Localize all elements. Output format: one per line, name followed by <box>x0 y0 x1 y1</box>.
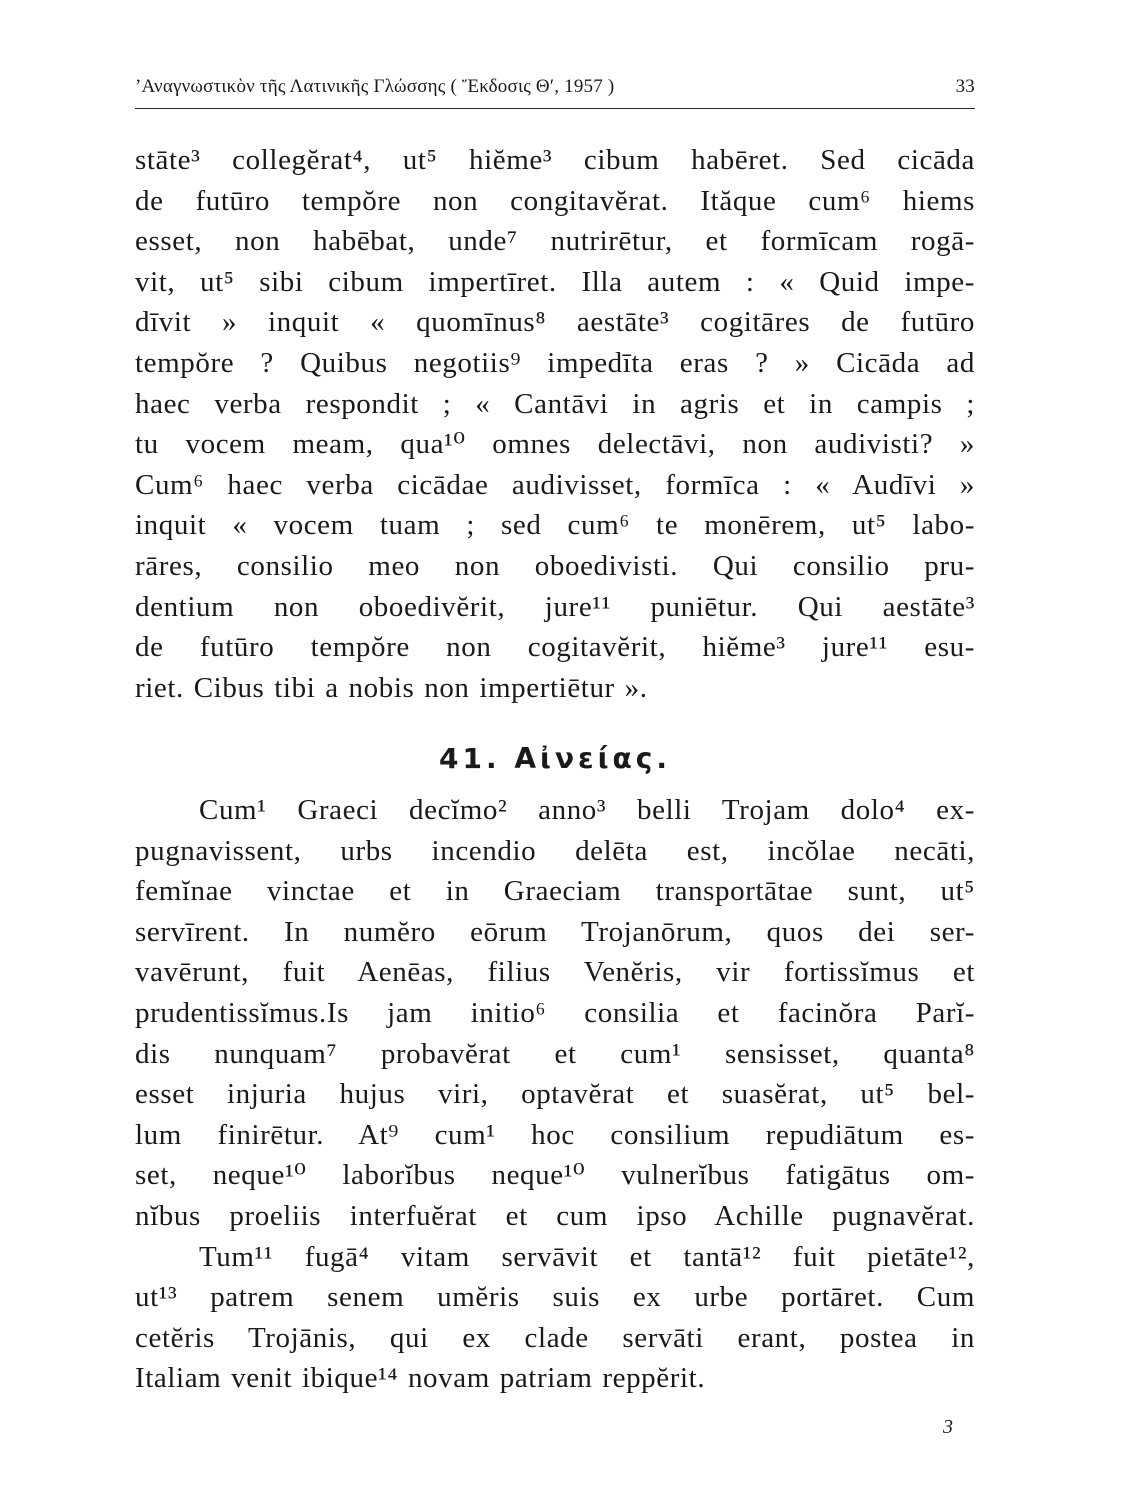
passage-aeneas <box>135 790 975 1399</box>
text-line: riet. Cibus tibi a nobis non impertiētur ». <box>135 671 648 704</box>
text-line: de futūro tempŏre non congitavĕrat. Ităque cum⁶ hiems <box>135 184 975 217</box>
section-heading: 41. Αἰνείας. <box>439 742 671 775</box>
text-line: rāres, consilio meo non oboedivisti. Qui consilio pru- <box>135 549 975 582</box>
text-line: tu vocem meam, qua¹⁰ omnes delectāvi, non audivisti? » <box>135 428 975 461</box>
text-line: set, neque¹⁰ laborĭbus neque¹⁰ vulnerĭbus fatigātus om- <box>135 1159 975 1192</box>
text-line: tempŏre ? Quibus negotiis⁹ impedīta eras ? » Cicāda ad <box>135 346 975 379</box>
text-line: esset injuria hujus viri, optavĕrat et suasĕrat, ut⁵ bel- <box>135 1078 975 1111</box>
text-line: femĭnae vinctae et in Graeciam transportātae sunt, ut⁵ <box>135 875 975 908</box>
text-line: cetĕris Trojānis, qui ex clade servāti erant, postea in <box>135 1321 975 1354</box>
text-line: Cum⁶ haec verba cicādae audivisset, formīca : « Audīvi » <box>135 468 975 501</box>
passage-cicada-ant <box>135 140 975 708</box>
text-line: dīvit » inquit « quomīnus⁸ aestāte³ cogitāres de futūro <box>135 306 975 339</box>
text-line: ut¹³ patrem senem umĕris suis ex urbe portāret. Cum <box>135 1281 975 1314</box>
text-line: vavērunt, fuit Aenēas, filius Venĕris, vir fortissĭmus et <box>135 956 975 989</box>
text-line: Italiam venit ibique¹⁴ novam patriam reppĕrit. <box>135 1362 706 1395</box>
text-line: vit, ut⁵ sibi cibum impertīret. Illa autem : « Quid impe- <box>135 265 975 298</box>
text-line: esset, non habēbat, unde⁷ nutrirētur, et formīcam rogā- <box>135 225 975 258</box>
text-line: dis nunquam⁷ probavĕrat et cum¹ sensisset, quanta⁸ <box>135 1037 975 1070</box>
signature-mark: 3 <box>943 1416 953 1438</box>
text-line: prudentissĭmus.Is jam initio⁶ consilia et facinŏra Parĭ- <box>135 996 975 1029</box>
header-title: ’Αναγνωστικὸν τῆς Λατινικῆς Γλώσσης ( Ἔκδοσις Θ′, 1957 ) <box>135 76 615 97</box>
text-line: lum finirētur. At⁹ cum¹ hoc consilium repudiātum es- <box>135 1118 975 1151</box>
text-line: haec verba respondit ; « Cantāvi in agris et in campis ; <box>135 387 975 420</box>
text-line: inquit « vocem tuam ; sed cum⁶ te monērem, ut⁵ labo- <box>135 509 975 542</box>
page-number: 33 <box>955 76 975 97</box>
text-line: Tum¹¹ fugā⁴ vitam servāvit et tantā¹² fuit pietāte¹², <box>199 1240 975 1273</box>
text-line: servīrent. In numĕro eōrum Trojanōrum, quos dei ser- <box>135 915 975 948</box>
running-header <box>135 72 975 109</box>
text-line: de futūro tempŏre non cogitavĕrit, hiĕme³ jure¹¹ esu- <box>135 631 975 664</box>
text-line: pugnavissent, urbs incendio delēta est, incŏlae necāti, <box>135 834 975 867</box>
text-line: Cum¹ Graeci decĭmo² anno³ belli Trojam dolo⁴ ex- <box>199 794 975 826</box>
text-line: stāte³ collegĕrat⁴, ut⁵ hiĕme³ cibum habēret. Sed cicāda <box>135 144 975 176</box>
text-line: dentium non oboedivĕrit, jure¹¹ puniētur. Qui aestāte³ <box>135 590 975 623</box>
text-line: nĭbus proeliis interfuĕrat et cum ipso Achille pugnavĕrat. <box>135 1199 975 1232</box>
